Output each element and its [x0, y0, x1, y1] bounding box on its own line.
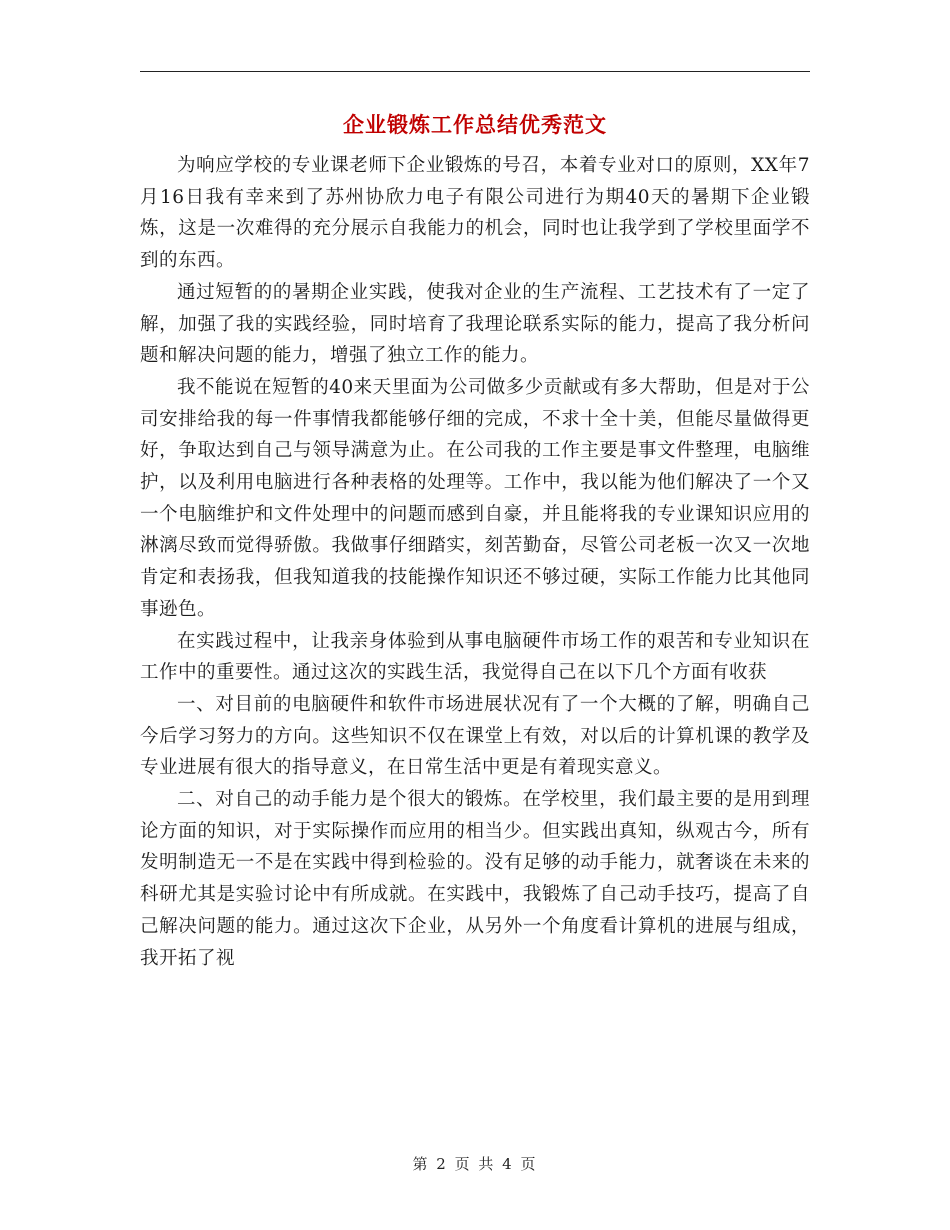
- paragraph-3: 我不能说在短暂的40来天里面为公司做多少贡献或有多大帮助，但是对于公司安排给我的每一件事情我都能够仔细的完成，不求十全十美，但能尽量做得更好，争取达到自己与领导满意为止。在公司我的工作主要是事文件整理，电脑维护，以及利用电脑进行各种表格的处理等。工作中，我以能为他们解决了一个又一个电脑维护和文件处理中的问题而感到自豪，并且能将我的专业课知识应用的淋漓尽致而觉得骄傲。我做事仔细踏实，刻苦勤奋，尽管公司老板一次又一次地肯定和表扬我，但我知道我的技能操作知识还不够过硬，实际工作能力比其他同事逊色。: [140, 376, 810, 620]
- document-title: 企业锻炼工作总结优秀范文: [343, 113, 607, 137]
- header-rule: [140, 71, 810, 72]
- paragraph-4: 在实践过程中，让我亲身体验到从事电脑硬件市场工作的艰苦和专业知识在工作中的重要性。通过这次的实践生活，我觉得自己在以下几个方面有收获: [140, 630, 810, 684]
- document-body: [140, 150, 810, 974]
- paragraph-5: 一、对目前的电脑硬件和软件市场进展状况有了一个大概的了解，明确自己今后学习努力的方向。这些知识不仅在课堂上有效，对以后的计算机课的教学及专业进展有很大的指导意义，在日常生活中更是有着现实意义。: [140, 693, 810, 779]
- paragraph-6: 二、对自己的动手能力是个很大的锻炼。在学校里，我们最主要的是用到理论方面的知识，对于实际操作而应用的相当少。但实践出真知，纵观古今，所有发明制造无一不是在实践中得到检验的。没有足够的动手能力，就奢谈在未来的科研尤其是实验讨论中有所成就。在实践中，我锻炼了自己动手技巧，提高了自己解决问题的能力。通过这次下企业，从另外一个角度看计算机的进展与组成，我开拓了视: [140, 789, 810, 969]
- page-number-footer: 第 2 页 共 4 页: [412, 1155, 538, 1173]
- paragraph-2: 通过短暂的的暑期企业实践，使我对企业的生产流程、工艺技术有了一定了解，加强了我的实践经验，同时培育了我理论联系实际的能力，提高了我分析问题和解决问题的能力，增强了独立工作的能力。: [140, 281, 810, 367]
- paragraph-1: 为响应学校的专业课老师下企业锻炼的号召，本着专业对口的原则，XX年7月16日我有幸来到了苏州协欣力电子有限公司进行为期40天的暑期下企业锻炼，这是一次难得的充分展示自我能力的机会，同时也让我学到了学校里面学不到的东西。: [140, 155, 810, 272]
